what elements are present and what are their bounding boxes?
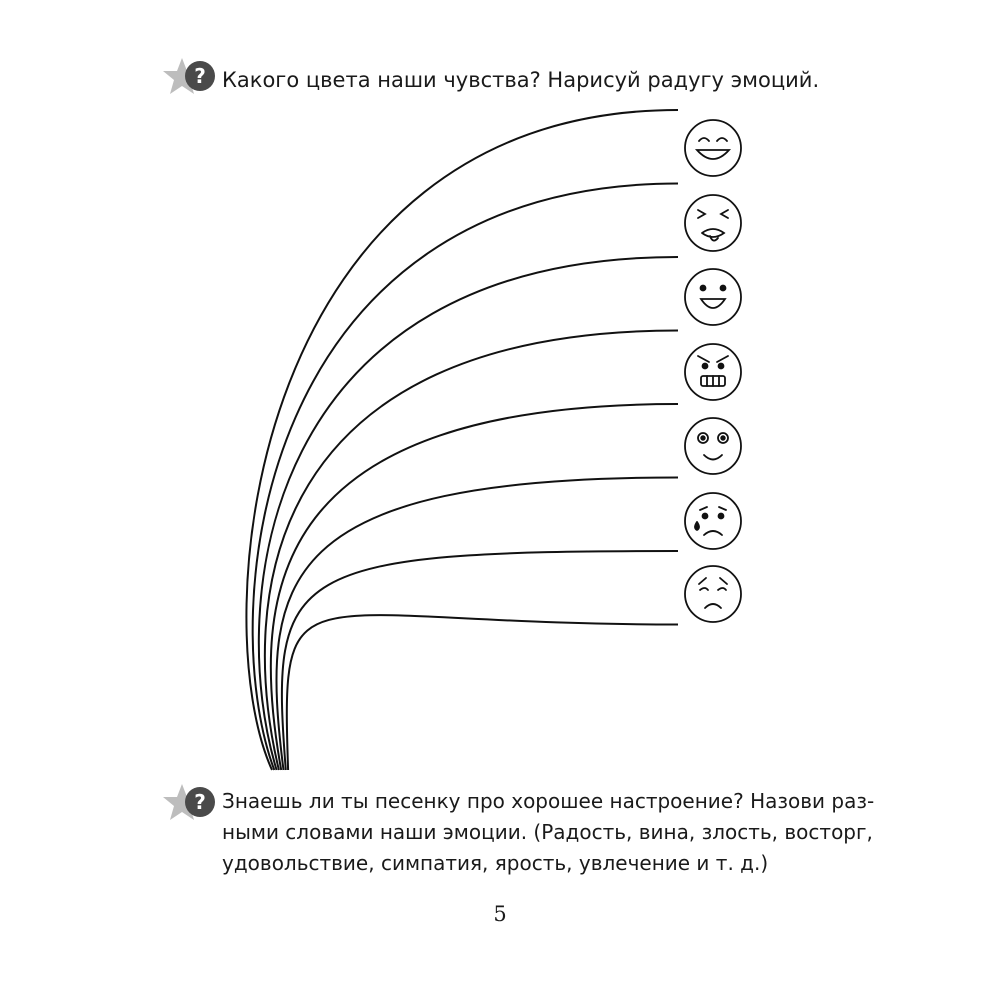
happy-face-icon bbox=[685, 269, 741, 325]
rainbow-arc bbox=[271, 404, 678, 770]
page-number: 5 bbox=[493, 902, 507, 926]
question-2-line: удовольствие, симпатия, ярость, увлечение и т. д.) bbox=[222, 851, 769, 875]
rainbow-arc bbox=[259, 257, 678, 770]
rainbow-arc bbox=[282, 551, 678, 770]
question-2-line: Знаешь ли ты песенку про хорошее настроение? Назови раз- bbox=[222, 789, 875, 813]
star-question-icon bbox=[160, 780, 216, 828]
rainbow-arc bbox=[287, 615, 678, 770]
rainbow-arc bbox=[246, 110, 678, 770]
svg-text:?: ? bbox=[194, 790, 206, 814]
question-1-text: Какого цвета наши чувства? Нарисуй радугу эмоций. bbox=[222, 68, 820, 92]
angry-face-icon bbox=[685, 344, 741, 400]
crying-face-icon bbox=[685, 493, 741, 549]
disgusted-face-icon bbox=[685, 195, 741, 251]
surprised-face-icon bbox=[685, 418, 741, 474]
sad-face-icon bbox=[685, 566, 741, 622]
laughing-face-icon bbox=[685, 120, 741, 176]
svg-text:?: ? bbox=[194, 64, 206, 88]
question-2-line: ными словами наши эмоции. (Радость, вина, злость, восторг, bbox=[222, 820, 873, 844]
rainbow-arc bbox=[253, 184, 678, 771]
question-2-text bbox=[222, 786, 875, 879]
